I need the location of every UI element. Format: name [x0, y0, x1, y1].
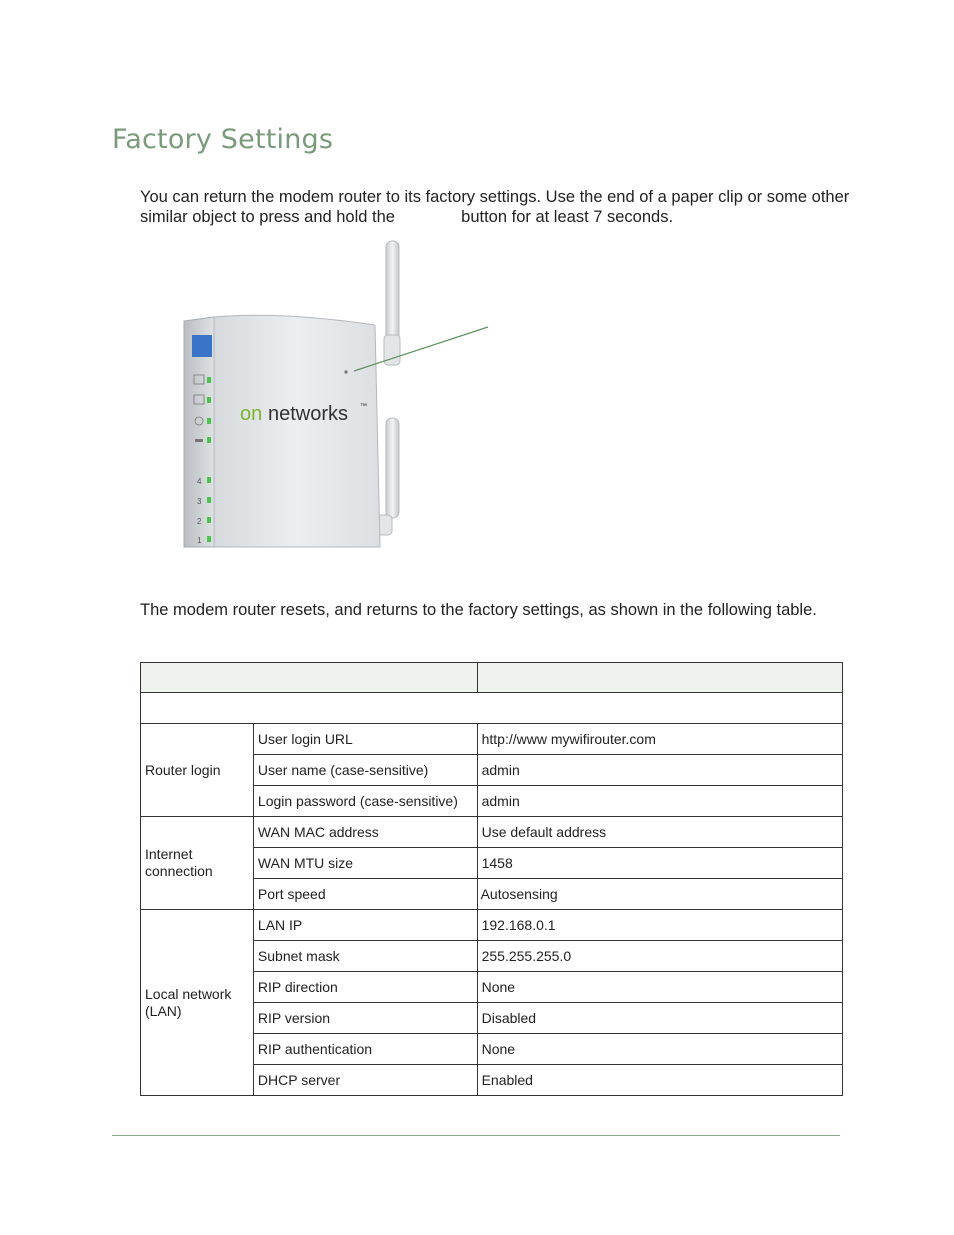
- setting-cell: User name (case-sensitive): [253, 755, 477, 786]
- setting-cell: User login URL: [253, 724, 477, 755]
- footer-rule: [112, 1135, 840, 1136]
- display-window: [192, 335, 212, 357]
- table-header-cell: [141, 663, 478, 693]
- value-cell: admin: [477, 786, 842, 817]
- port-label: 3: [197, 497, 202, 506]
- setting-cell: Subnet mask: [253, 941, 477, 972]
- intro-text-part1: You can return the modem router to its factory settings. Use the end of a paper clip or some other similar object to press and hold the: [140, 188, 850, 226]
- value-cell: http://www mywifirouter.com: [477, 724, 842, 755]
- value-cell: Autosensing: [477, 879, 842, 910]
- value-cell: None: [477, 972, 842, 1003]
- setting-cell: RIP version: [253, 1003, 477, 1034]
- value-cell: admin: [477, 755, 842, 786]
- value-cell: 192.168.0.1: [477, 910, 842, 941]
- value-cell: 255.255.255.0: [477, 941, 842, 972]
- table-row: [141, 817, 843, 848]
- value-cell: Enabled: [477, 1065, 842, 1096]
- table-spacer-row: [141, 693, 843, 724]
- table-row: [141, 724, 843, 755]
- category-cell: Internet connection: [141, 817, 254, 910]
- value-cell: None: [477, 1034, 842, 1065]
- intro-text-part2: button for at least 7 seconds.: [461, 208, 674, 226]
- logo-trademark: ™: [360, 403, 367, 410]
- port-label: 4: [197, 477, 202, 486]
- setting-cell: Port speed: [253, 879, 477, 910]
- setting-cell: Login password (case-sensitive): [253, 786, 477, 817]
- router-figure: [170, 235, 510, 550]
- category-cell: Router login: [141, 724, 254, 817]
- setting-cell: RIP direction: [253, 972, 477, 1003]
- setting-cell: RIP authentication: [253, 1034, 477, 1065]
- factory-settings-table: [140, 662, 843, 1096]
- table-header-row: [141, 663, 843, 693]
- reset-button-hole[interactable]: [344, 370, 347, 373]
- value-cell: Disabled: [477, 1003, 842, 1034]
- setting-cell: WAN MAC address: [253, 817, 477, 848]
- port-label: 1: [197, 536, 202, 545]
- after-figure-paragraph: The modem router resets, and returns to the factory settings, as shown in the following table.: [140, 601, 817, 619]
- logo-networks: networks: [268, 403, 349, 425]
- table-row: [141, 910, 843, 941]
- antenna-top: [384, 241, 400, 365]
- category-cell: Local network (LAN): [141, 910, 254, 1096]
- logo-on: on: [240, 403, 263, 425]
- intro-paragraph: [140, 187, 850, 227]
- setting-cell: LAN IP: [253, 910, 477, 941]
- value-cell: Use default address: [477, 817, 842, 848]
- page-title: Factory Settings: [112, 124, 334, 155]
- port-label: 2: [197, 517, 202, 526]
- router-front: [214, 315, 380, 547]
- brand-logo: [240, 403, 367, 425]
- table-header-cell: [477, 663, 842, 693]
- setting-cell: WAN MTU size: [253, 848, 477, 879]
- value-cell: 1458: [477, 848, 842, 879]
- setting-cell: DHCP server: [253, 1065, 477, 1096]
- router-illustration: [170, 235, 510, 550]
